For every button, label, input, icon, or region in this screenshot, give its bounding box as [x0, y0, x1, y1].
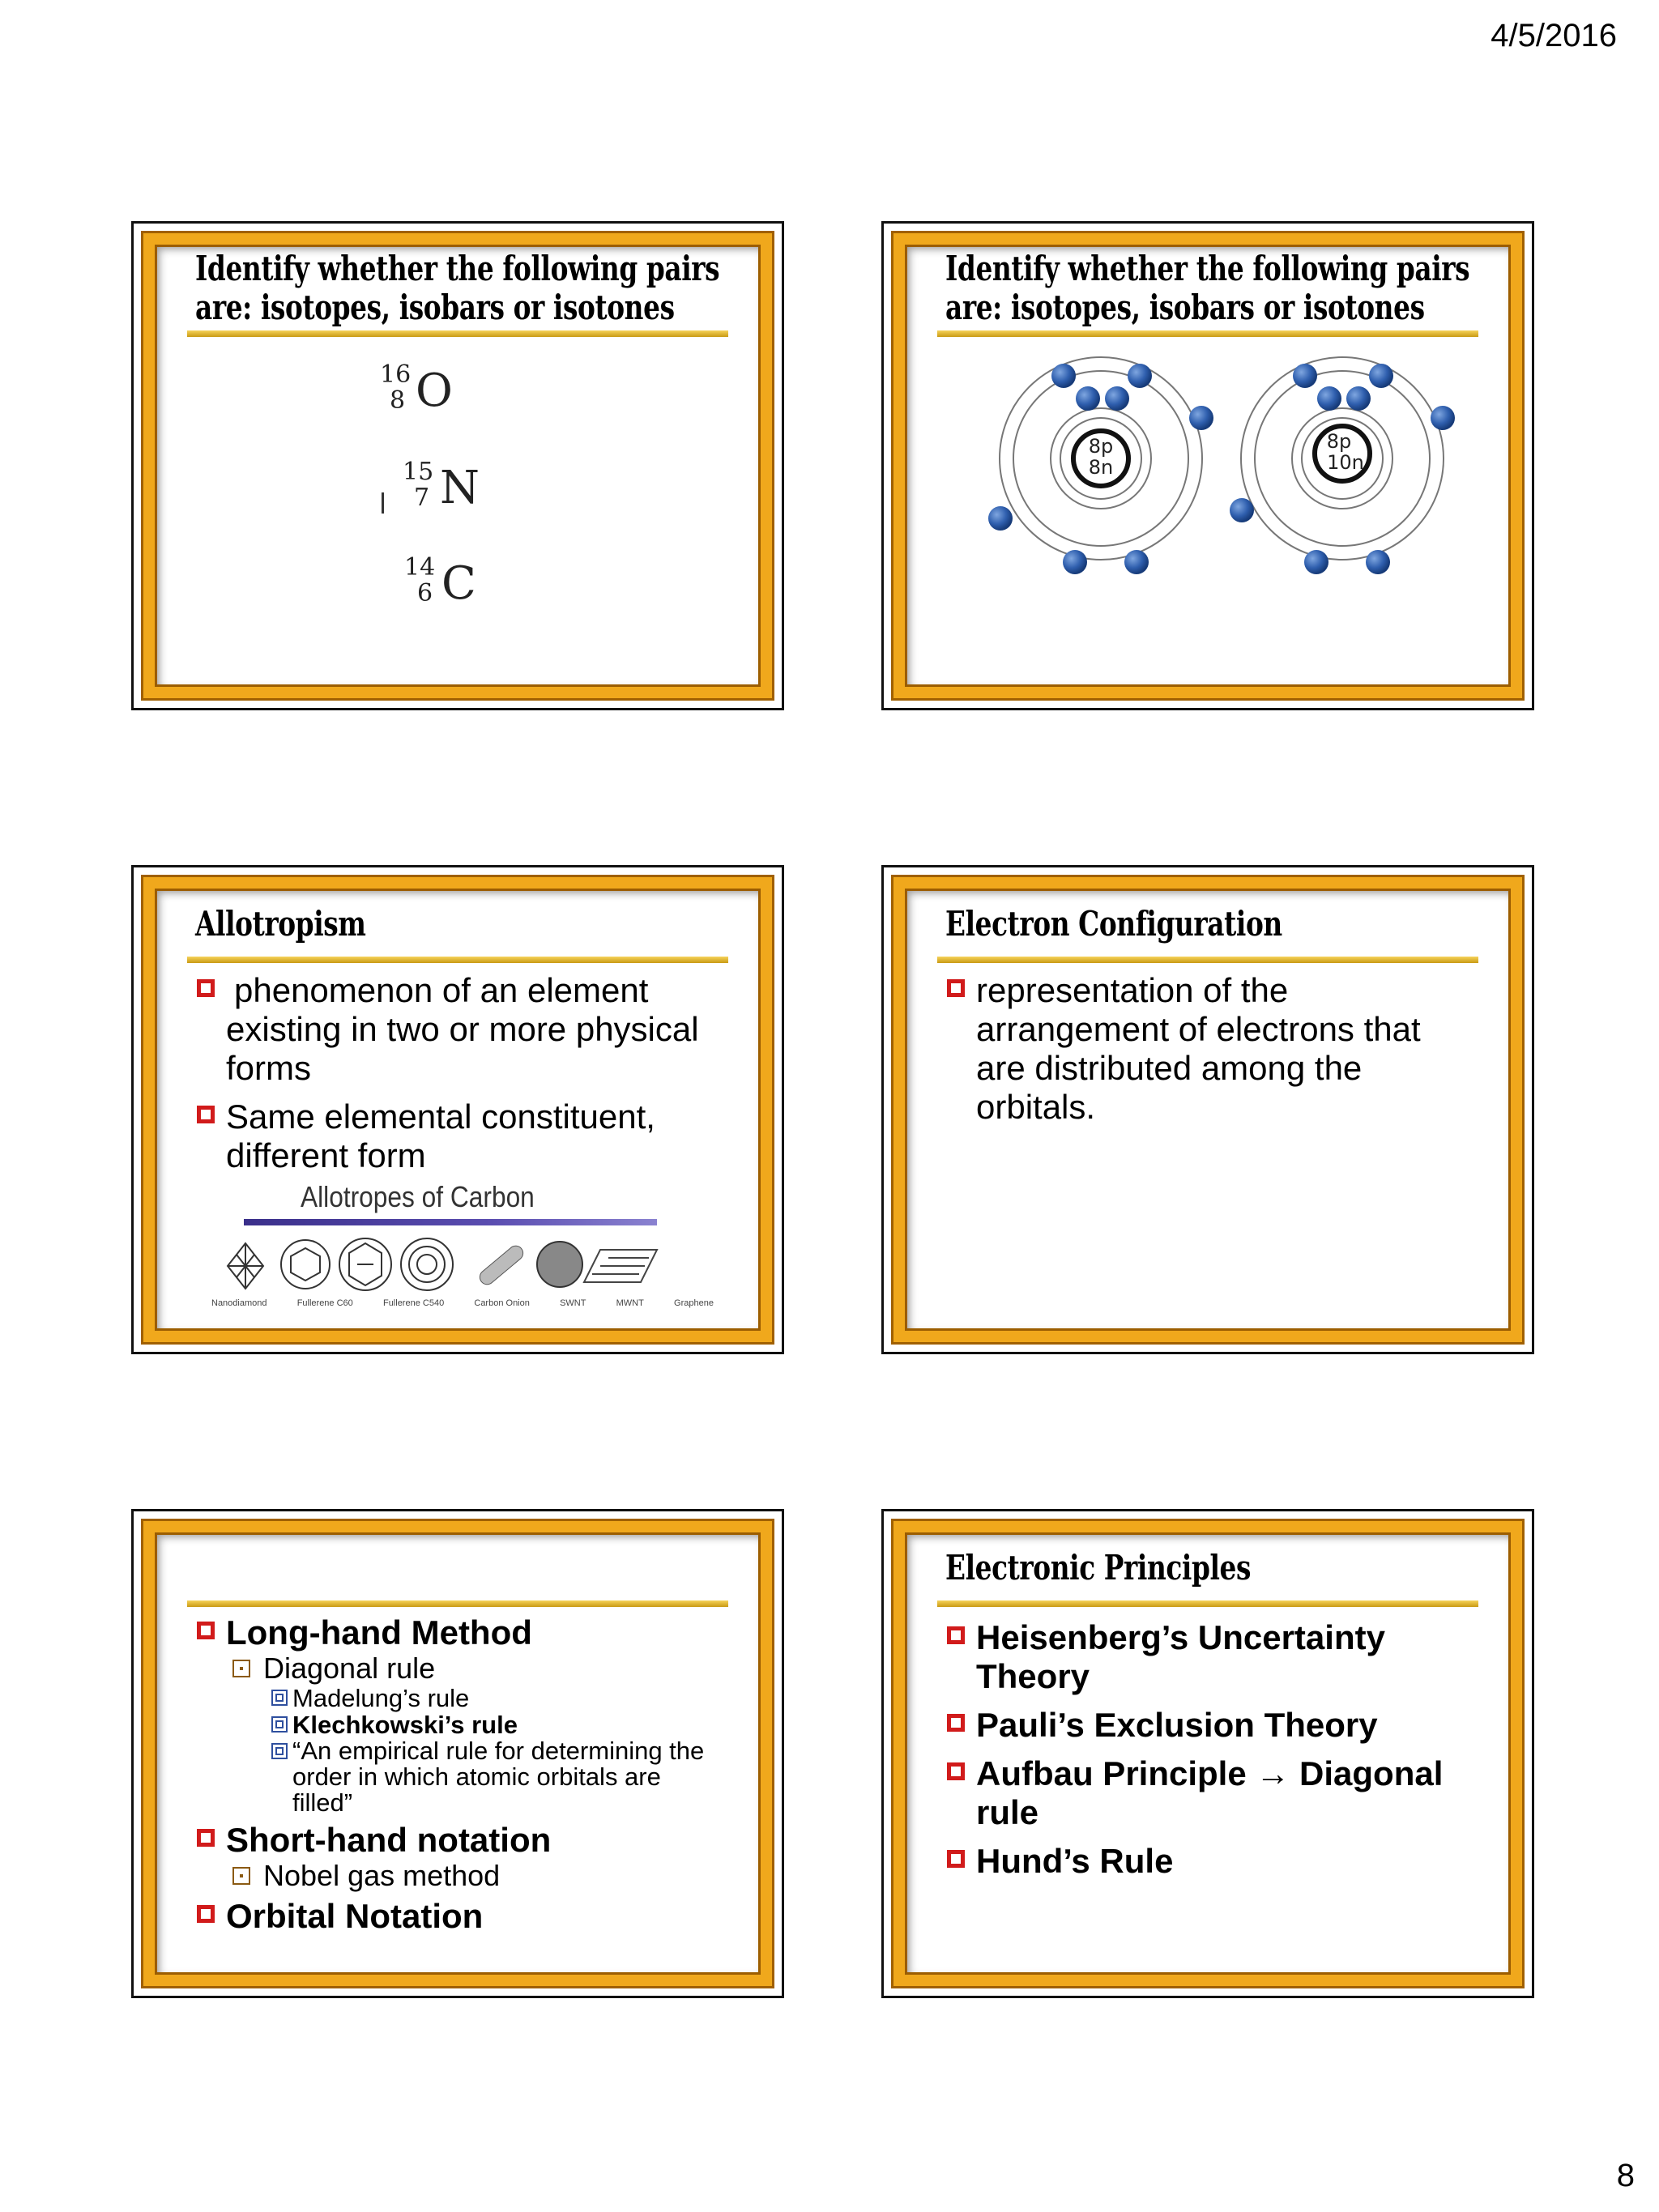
slide-allotropism: [131, 865, 784, 1354]
slide-title: Electronic Principles: [945, 1548, 1252, 1588]
atom-right-protons: 8p: [1326, 430, 1352, 453]
bullet-square-icon: [197, 1622, 215, 1639]
sub-bullet-icon: [232, 1867, 250, 1885]
title-underline: [937, 330, 1478, 337]
bullet-item: Same elemental constituent, different form: [194, 1097, 728, 1175]
subsub-bullet-item: “An empirical rule for determining the order in which atomic orbitals are filled”: [194, 1738, 728, 1816]
subsub-bullet-item: Madelung’s rule: [194, 1685, 728, 1711]
slide-body: [194, 1613, 728, 1946]
title-underline: [187, 957, 728, 963]
bullet-square-icon: [197, 979, 215, 997]
date-header: 4/5/2016: [1491, 18, 1617, 53]
divider-mark: [382, 492, 384, 514]
allotropes-figure: [203, 1180, 722, 1326]
atom-left-neutrons: 8n: [1088, 456, 1114, 479]
slide-electronic-principles: [881, 1509, 1534, 1998]
bullet-square-icon: [197, 1106, 215, 1123]
slide-body: [194, 971, 728, 1185]
subsub-bullet-icon: [271, 1716, 288, 1733]
atom-left-protons: 8p: [1088, 435, 1114, 458]
nuclide-oxygen: 16 8 O: [380, 360, 453, 417]
bullet-item: Aufbau Principle → Diagonal rule: [944, 1754, 1478, 1832]
title-underline: [937, 1600, 1478, 1607]
sub-bullet-icon: [232, 1660, 250, 1677]
title-line-1: Identify whether the following pairs: [195, 249, 720, 288]
bullet-item: phenomenon of an element existing in two or more physical forms: [194, 971, 728, 1088]
bullet-item: Pauli’s Exclusion Theory: [944, 1706, 1478, 1745]
title-line-2: are: isotopes, isobars or isotones: [945, 288, 1425, 327]
bullet-square-icon: [947, 1850, 965, 1868]
title-line-2: are: isotopes, isobars or isotones: [195, 288, 675, 327]
nuclide-carbon: 14 6 C: [404, 553, 476, 610]
bullet-square-icon: [197, 1829, 215, 1847]
bullet-square-icon: [947, 1626, 965, 1644]
allotrope-shapes: [220, 1234, 706, 1298]
nuclide-nitrogen: 15 7 N: [403, 458, 480, 514]
slide-title: [945, 249, 1489, 327]
slide-electron-configuration: [881, 865, 1534, 1354]
slide-configuration-methods: [131, 1509, 784, 1998]
title-underline: [187, 1600, 728, 1607]
bohr-atom-diagrams: [905, 342, 1514, 625]
sub-bullet-item: Diagonal rule: [194, 1652, 728, 1685]
bullet-square-icon: [947, 1714, 965, 1732]
bullet-item: Orbital Notation: [194, 1897, 728, 1936]
bullet-item: Long-hand Method: [194, 1613, 728, 1652]
slide-title: [195, 249, 739, 327]
bullet-item: representation of the arrangement of electrons that are distributed among the orbitals.: [944, 971, 1478, 1127]
sub-bullet-item: Nobel gas method: [194, 1860, 728, 1892]
page-number: 8: [1616, 2158, 1635, 2193]
figure-title: Allotropes of Carbon: [301, 1180, 535, 1213]
figure-bar: [244, 1219, 657, 1225]
bullet-square-icon: [947, 1762, 965, 1780]
bullet-item: Hund’s Rule: [944, 1842, 1478, 1881]
slide-title: Electron Configuration: [945, 904, 1282, 944]
subsub-bullet-item: Klechkowski’s rule: [194, 1711, 728, 1738]
bullet-item: Short-hand notation: [194, 1821, 728, 1860]
atom-right-neutrons: 10n: [1327, 451, 1364, 474]
slide-title: Allotropism: [195, 904, 366, 944]
bullet-item: Heisenberg’s Uncertainty Theory: [944, 1618, 1478, 1696]
slide-isotopes-atoms: [881, 221, 1534, 710]
bullet-square-icon: [197, 1905, 215, 1923]
slide-isotopes-nuclides: [131, 221, 784, 710]
subsub-bullet-icon: [271, 1743, 288, 1759]
slide-body: [944, 1618, 1478, 1890]
subsub-bullet-icon: [271, 1690, 288, 1706]
title-underline: [187, 330, 728, 337]
title-underline: [937, 957, 1478, 963]
slide-body: [944, 971, 1478, 1136]
allotrope-labels: Nanodiamond Fullerene C60 Fullerene C540 Carbon Onion SWNT MWNT Graphene: [211, 1298, 714, 1308]
bullet-square-icon: [947, 979, 965, 997]
title-line-1: Identify whether the following pairs: [945, 249, 1470, 288]
